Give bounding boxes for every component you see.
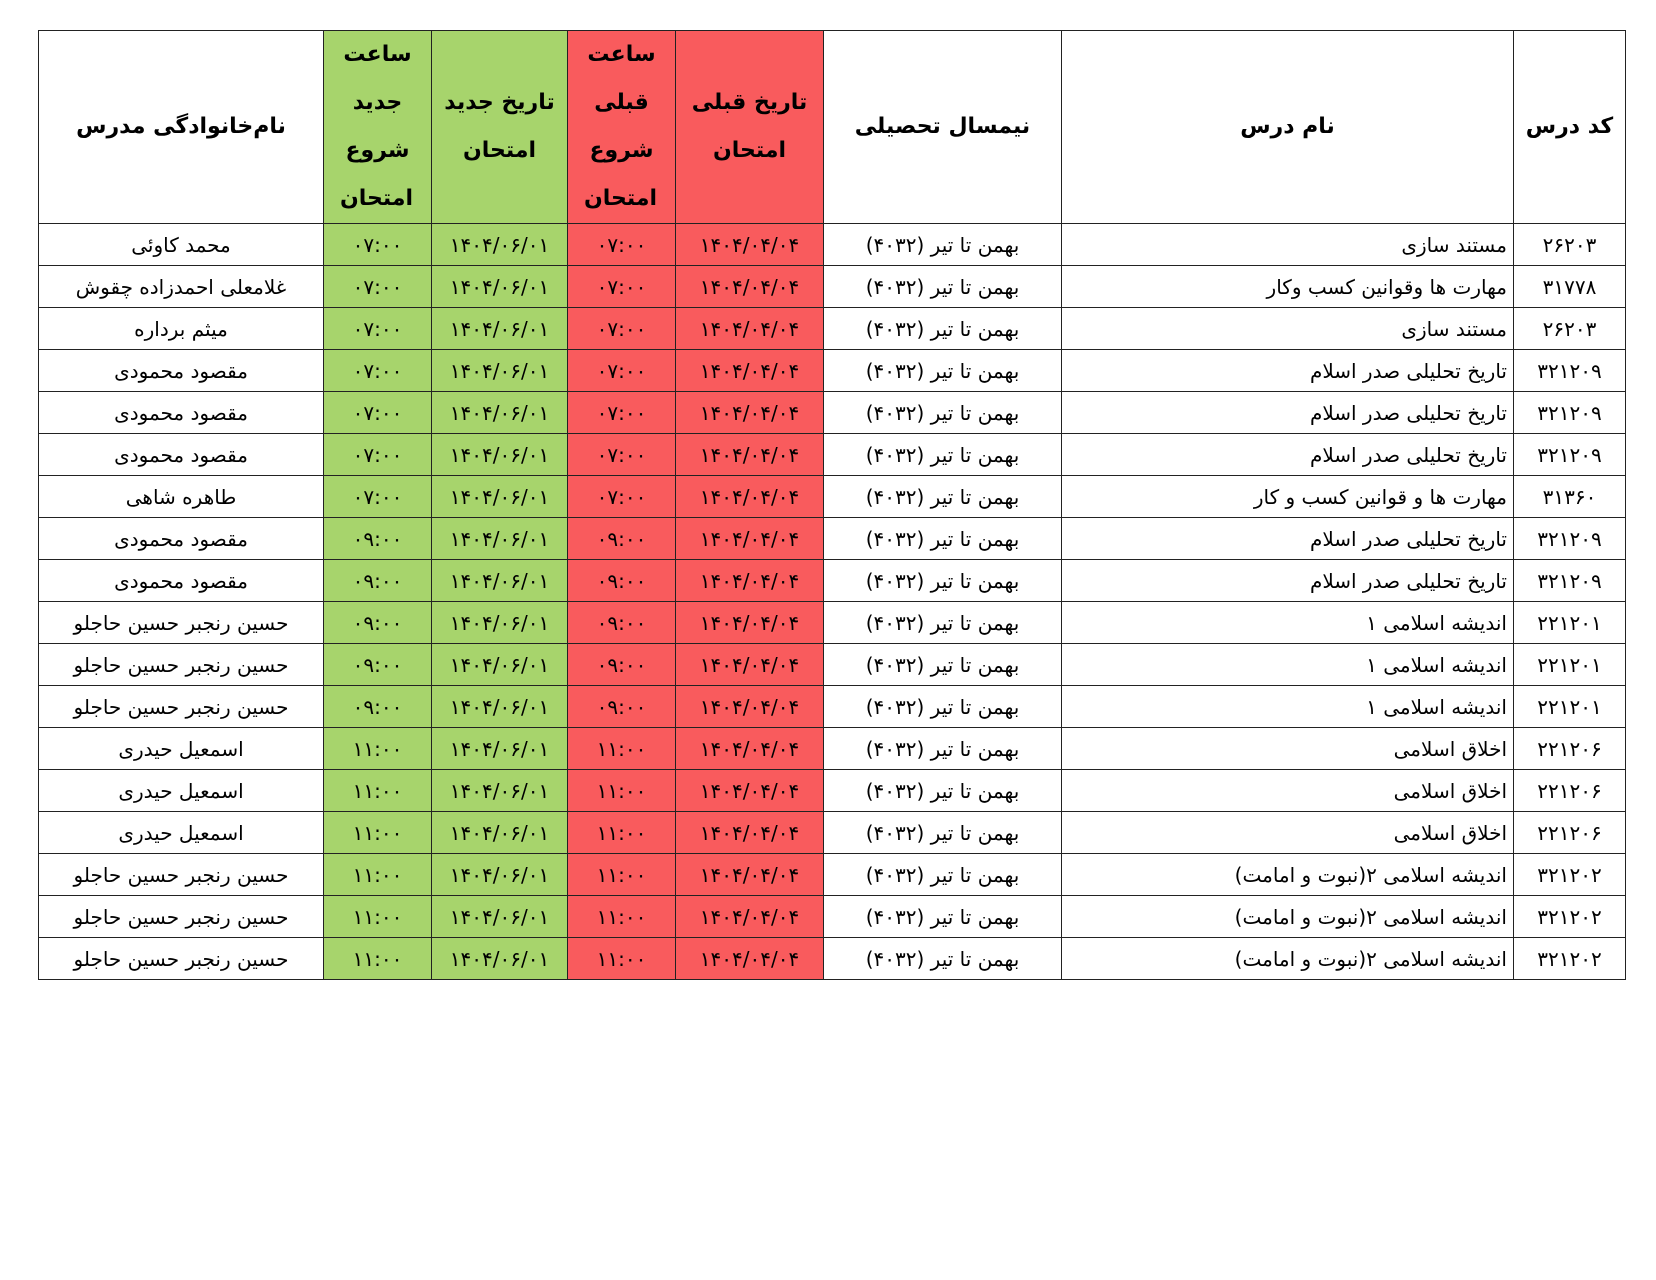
cell-new-exam-time: ۰۷:۰۰ <box>324 224 432 266</box>
cell-teacher: مقصود محمودی <box>39 350 324 392</box>
cell-teacher: حسین رنجبر حسین حاجلو <box>39 686 324 728</box>
cell-old-exam-date: ۱۴۰۴/۰۴/۰۴ <box>676 266 824 308</box>
table-row <box>39 644 1626 686</box>
table-row <box>39 434 1626 476</box>
cell-course-name: تاریخ تحلیلی صدر اسلام <box>1062 518 1514 560</box>
table-row <box>39 518 1626 560</box>
cell-term: بهمن تا تیر (۴۰۳۲) <box>824 266 1062 308</box>
cell-teacher: حسین رنجبر حسین حاجلو <box>39 854 324 896</box>
cell-new-exam-date: ۱۴۰۴/۰۶/۰۱ <box>432 728 568 770</box>
table-row <box>39 728 1626 770</box>
table-row <box>39 476 1626 518</box>
cell-new-exam-time: ۰۷:۰۰ <box>324 350 432 392</box>
header-old-time: ساعت قبلی شروع امتحان <box>568 31 676 224</box>
cell-teacher: حسین رنجبر حسین حاجلو <box>39 938 324 980</box>
cell-new-exam-date: ۱۴۰۴/۰۶/۰۱ <box>432 686 568 728</box>
cell-old-exam-time: ۱۱:۰۰ <box>568 728 676 770</box>
table-row <box>39 560 1626 602</box>
cell-course-name: اندیشه اسلامی ۲(نبوت و امامت) <box>1062 896 1514 938</box>
header-name: نام درس <box>1062 31 1514 224</box>
cell-teacher: مقصود محمودی <box>39 518 324 560</box>
cell-new-exam-time: ۰۷:۰۰ <box>324 476 432 518</box>
table-row <box>39 854 1626 896</box>
cell-old-exam-time: ۰۷:۰۰ <box>568 476 676 518</box>
cell-old-exam-time: ۰۷:۰۰ <box>568 392 676 434</box>
table-row <box>39 938 1626 980</box>
cell-term: بهمن تا تیر (۴۰۳۲) <box>824 308 1062 350</box>
cell-new-exam-date: ۱۴۰۴/۰۶/۰۱ <box>432 938 568 980</box>
cell-new-exam-time: ۰۹:۰۰ <box>324 644 432 686</box>
cell-teacher: حسین رنجبر حسین حاجلو <box>39 644 324 686</box>
cell-teacher: غلامعلی احمدزاده چقوش <box>39 266 324 308</box>
cell-old-exam-date: ۱۴۰۴/۰۴/۰۴ <box>676 728 824 770</box>
cell-old-exam-time: ۱۱:۰۰ <box>568 854 676 896</box>
cell-old-exam-date: ۱۴۰۴/۰۴/۰۴ <box>676 644 824 686</box>
cell-course-code: ۲۲۱۲۰۱ <box>1514 644 1626 686</box>
cell-new-exam-date: ۱۴۰۴/۰۶/۰۱ <box>432 896 568 938</box>
cell-old-exam-date: ۱۴۰۴/۰۴/۰۴ <box>676 476 824 518</box>
cell-new-exam-time: ۱۱:۰۰ <box>324 728 432 770</box>
cell-teacher: حسین رنجبر حسین حاجلو <box>39 896 324 938</box>
cell-old-exam-date: ۱۴۰۴/۰۴/۰۴ <box>676 560 824 602</box>
table-row <box>39 350 1626 392</box>
table-row <box>39 392 1626 434</box>
cell-new-exam-time: ۱۱:۰۰ <box>324 812 432 854</box>
cell-old-exam-time: ۰۷:۰۰ <box>568 350 676 392</box>
cell-old-exam-time: ۰۷:۰۰ <box>568 224 676 266</box>
cell-new-exam-date: ۱۴۰۴/۰۶/۰۱ <box>432 392 568 434</box>
cell-old-exam-time: ۱۱:۰۰ <box>568 896 676 938</box>
header-teacher: نام‌خانوادگی مدرس <box>39 31 324 224</box>
cell-course-name: تاریخ تحلیلی صدر اسلام <box>1062 560 1514 602</box>
cell-old-exam-date: ۱۴۰۴/۰۴/۰۴ <box>676 896 824 938</box>
cell-old-exam-time: ۰۷:۰۰ <box>568 308 676 350</box>
header-code: کد درس <box>1514 31 1626 224</box>
cell-course-code: ۳۲۱۲۰۹ <box>1514 350 1626 392</box>
cell-term: بهمن تا تیر (۴۰۳۲) <box>824 938 1062 980</box>
cell-teacher: طاهره شاهی <box>39 476 324 518</box>
cell-old-exam-time: ۰۷:۰۰ <box>568 434 676 476</box>
cell-old-exam-date: ۱۴۰۴/۰۴/۰۴ <box>676 854 824 896</box>
cell-course-code: ۳۲۱۲۰۲ <box>1514 896 1626 938</box>
cell-old-exam-time: ۰۹:۰۰ <box>568 644 676 686</box>
cell-teacher: مقصود محمودی <box>39 434 324 476</box>
cell-new-exam-date: ۱۴۰۴/۰۶/۰۱ <box>432 770 568 812</box>
cell-term: بهمن تا تیر (۴۰۳۲) <box>824 350 1062 392</box>
cell-term: بهمن تا تیر (۴۰۳۲) <box>824 434 1062 476</box>
cell-course-code: ۳۱۷۷۸ <box>1514 266 1626 308</box>
cell-new-exam-time: ۱۱:۰۰ <box>324 770 432 812</box>
header-old-date: تاریخ قبلی امتحان <box>676 31 824 224</box>
cell-course-code: ۲۲۱۲۰۶ <box>1514 728 1626 770</box>
cell-old-exam-time: ۱۱:۰۰ <box>568 938 676 980</box>
table-row <box>39 686 1626 728</box>
cell-course-code: ۲۲۱۲۰۶ <box>1514 770 1626 812</box>
cell-course-name: اندیشه اسلامی ۱ <box>1062 686 1514 728</box>
cell-course-code: ۲۲۱۲۰۶ <box>1514 812 1626 854</box>
cell-new-exam-date: ۱۴۰۴/۰۶/۰۱ <box>432 476 568 518</box>
cell-term: بهمن تا تیر (۴۰۳۲) <box>824 854 1062 896</box>
cell-term: بهمن تا تیر (۴۰۳۲) <box>824 476 1062 518</box>
header-new-date: تاریخ جدید امتحان <box>432 31 568 224</box>
cell-old-exam-time: ۰۹:۰۰ <box>568 602 676 644</box>
cell-new-exam-time: ۱۱:۰۰ <box>324 896 432 938</box>
cell-old-exam-date: ۱۴۰۴/۰۴/۰۴ <box>676 770 824 812</box>
cell-new-exam-date: ۱۴۰۴/۰۶/۰۱ <box>432 644 568 686</box>
header-new-time: ساعت جدید شروع امتحان <box>324 31 432 224</box>
cell-course-code: ۳۲۱۲۰۹ <box>1514 392 1626 434</box>
cell-new-exam-time: ۰۹:۰۰ <box>324 518 432 560</box>
exam-schedule-table <box>38 30 1626 980</box>
cell-new-exam-time: ۱۱:۰۰ <box>324 854 432 896</box>
cell-new-exam-time: ۰۷:۰۰ <box>324 266 432 308</box>
cell-old-exam-date: ۱۴۰۴/۰۴/۰۴ <box>676 518 824 560</box>
header-row <box>39 31 1626 224</box>
cell-term: بهمن تا تیر (۴۰۳۲) <box>824 686 1062 728</box>
table-row <box>39 812 1626 854</box>
table-row <box>39 266 1626 308</box>
cell-new-exam-date: ۱۴۰۴/۰۶/۰۱ <box>432 308 568 350</box>
cell-teacher: اسمعیل حیدری <box>39 770 324 812</box>
cell-term: بهمن تا تیر (۴۰۳۲) <box>824 728 1062 770</box>
cell-course-code: ۳۲۱۲۰۲ <box>1514 938 1626 980</box>
cell-new-exam-date: ۱۴۰۴/۰۶/۰۱ <box>432 854 568 896</box>
cell-course-name: مهارت ها و قوانین کسب و کار <box>1062 476 1514 518</box>
cell-new-exam-date: ۱۴۰۴/۰۶/۰۱ <box>432 434 568 476</box>
cell-teacher: اسمعیل حیدری <box>39 812 324 854</box>
cell-old-exam-time: ۰۷:۰۰ <box>568 266 676 308</box>
cell-new-exam-date: ۱۴۰۴/۰۶/۰۱ <box>432 350 568 392</box>
cell-course-name: اخلاق اسلامی <box>1062 728 1514 770</box>
cell-course-name: اندیشه اسلامی ۱ <box>1062 602 1514 644</box>
cell-term: بهمن تا تیر (۴۰۳۲) <box>824 812 1062 854</box>
cell-teacher: اسمعیل حیدری <box>39 728 324 770</box>
cell-new-exam-date: ۱۴۰۴/۰۶/۰۱ <box>432 812 568 854</box>
cell-course-name: اندیشه اسلامی ۱ <box>1062 644 1514 686</box>
cell-new-exam-date: ۱۴۰۴/۰۶/۰۱ <box>432 266 568 308</box>
cell-course-code: ۳۲۱۲۰۹ <box>1514 434 1626 476</box>
cell-old-exam-date: ۱۴۰۴/۰۴/۰۴ <box>676 686 824 728</box>
cell-old-exam-time: ۰۹:۰۰ <box>568 518 676 560</box>
cell-course-code: ۳۱۳۶۰ <box>1514 476 1626 518</box>
cell-course-code: ۲۶۲۰۳ <box>1514 308 1626 350</box>
cell-course-name: اخلاق اسلامی <box>1062 770 1514 812</box>
cell-old-exam-time: ۱۱:۰۰ <box>568 812 676 854</box>
cell-term: بهمن تا تیر (۴۰۳۲) <box>824 560 1062 602</box>
cell-teacher: حسین رنجبر حسین حاجلو <box>39 602 324 644</box>
cell-term: بهمن تا تیر (۴۰۳۲) <box>824 896 1062 938</box>
table-header <box>39 31 1626 224</box>
cell-course-code: ۳۲۱۲۰۹ <box>1514 518 1626 560</box>
table-row <box>39 602 1626 644</box>
cell-new-exam-time: ۰۷:۰۰ <box>324 308 432 350</box>
cell-new-exam-date: ۱۴۰۴/۰۶/۰۱ <box>432 518 568 560</box>
cell-old-exam-date: ۱۴۰۴/۰۴/۰۴ <box>676 224 824 266</box>
cell-course-name: اندیشه اسلامی ۲(نبوت و امامت) <box>1062 938 1514 980</box>
cell-old-exam-date: ۱۴۰۴/۰۴/۰۴ <box>676 812 824 854</box>
cell-old-exam-time: ۰۹:۰۰ <box>568 686 676 728</box>
cell-teacher: مقصود محمودی <box>39 560 324 602</box>
cell-old-exam-date: ۱۴۰۴/۰۴/۰۴ <box>676 434 824 476</box>
cell-term: بهمن تا تیر (۴۰۳۲) <box>824 224 1062 266</box>
cell-course-name: مهارت ها وقوانین کسب وکار <box>1062 266 1514 308</box>
cell-teacher: محمد کاوئی <box>39 224 324 266</box>
cell-teacher: میثم برداره <box>39 308 324 350</box>
cell-course-name: اخلاق اسلامی <box>1062 812 1514 854</box>
cell-term: بهمن تا تیر (۴۰۳۲) <box>824 770 1062 812</box>
cell-course-code: ۲۲۱۲۰۱ <box>1514 686 1626 728</box>
header-term: نیمسال تحصیلی <box>824 31 1062 224</box>
cell-old-exam-date: ۱۴۰۴/۰۴/۰۴ <box>676 938 824 980</box>
table-row <box>39 770 1626 812</box>
cell-course-code: ۲۲۱۲۰۱ <box>1514 602 1626 644</box>
table-row <box>39 308 1626 350</box>
table-row <box>39 224 1626 266</box>
cell-course-name: اندیشه اسلامی ۲(نبوت و امامت) <box>1062 854 1514 896</box>
cell-new-exam-date: ۱۴۰۴/۰۶/۰۱ <box>432 224 568 266</box>
cell-new-exam-time: ۰۹:۰۰ <box>324 686 432 728</box>
cell-term: بهمن تا تیر (۴۰۳۲) <box>824 392 1062 434</box>
cell-new-exam-time: ۰۹:۰۰ <box>324 602 432 644</box>
cell-new-exam-time: ۰۹:۰۰ <box>324 560 432 602</box>
cell-course-code: ۳۲۱۲۰۹ <box>1514 560 1626 602</box>
cell-old-exam-date: ۱۴۰۴/۰۴/۰۴ <box>676 392 824 434</box>
cell-old-exam-date: ۱۴۰۴/۰۴/۰۴ <box>676 350 824 392</box>
cell-old-exam-time: ۰۹:۰۰ <box>568 560 676 602</box>
cell-course-name: تاریخ تحلیلی صدر اسلام <box>1062 350 1514 392</box>
table-body <box>39 224 1626 980</box>
cell-term: بهمن تا تیر (۴۰۳۲) <box>824 518 1062 560</box>
cell-new-exam-date: ۱۴۰۴/۰۶/۰۱ <box>432 602 568 644</box>
table-row <box>39 896 1626 938</box>
cell-term: بهمن تا تیر (۴۰۳۲) <box>824 602 1062 644</box>
cell-teacher: مقصود محمودی <box>39 392 324 434</box>
cell-new-exam-time: ۱۱:۰۰ <box>324 938 432 980</box>
cell-old-exam-time: ۱۱:۰۰ <box>568 770 676 812</box>
cell-course-name: تاریخ تحلیلی صدر اسلام <box>1062 392 1514 434</box>
cell-course-name: مستند سازی <box>1062 224 1514 266</box>
cell-old-exam-date: ۱۴۰۴/۰۴/۰۴ <box>676 602 824 644</box>
cell-course-name: تاریخ تحلیلی صدر اسلام <box>1062 434 1514 476</box>
cell-course-code: ۲۶۲۰۳ <box>1514 224 1626 266</box>
cell-course-name: مستند سازی <box>1062 308 1514 350</box>
cell-old-exam-date: ۱۴۰۴/۰۴/۰۴ <box>676 308 824 350</box>
exam-schedule-sheet <box>38 30 1625 980</box>
cell-new-exam-date: ۱۴۰۴/۰۶/۰۱ <box>432 560 568 602</box>
cell-term: بهمن تا تیر (۴۰۳۲) <box>824 644 1062 686</box>
cell-course-code: ۳۲۱۲۰۲ <box>1514 854 1626 896</box>
cell-new-exam-time: ۰۷:۰۰ <box>324 392 432 434</box>
cell-new-exam-time: ۰۷:۰۰ <box>324 434 432 476</box>
